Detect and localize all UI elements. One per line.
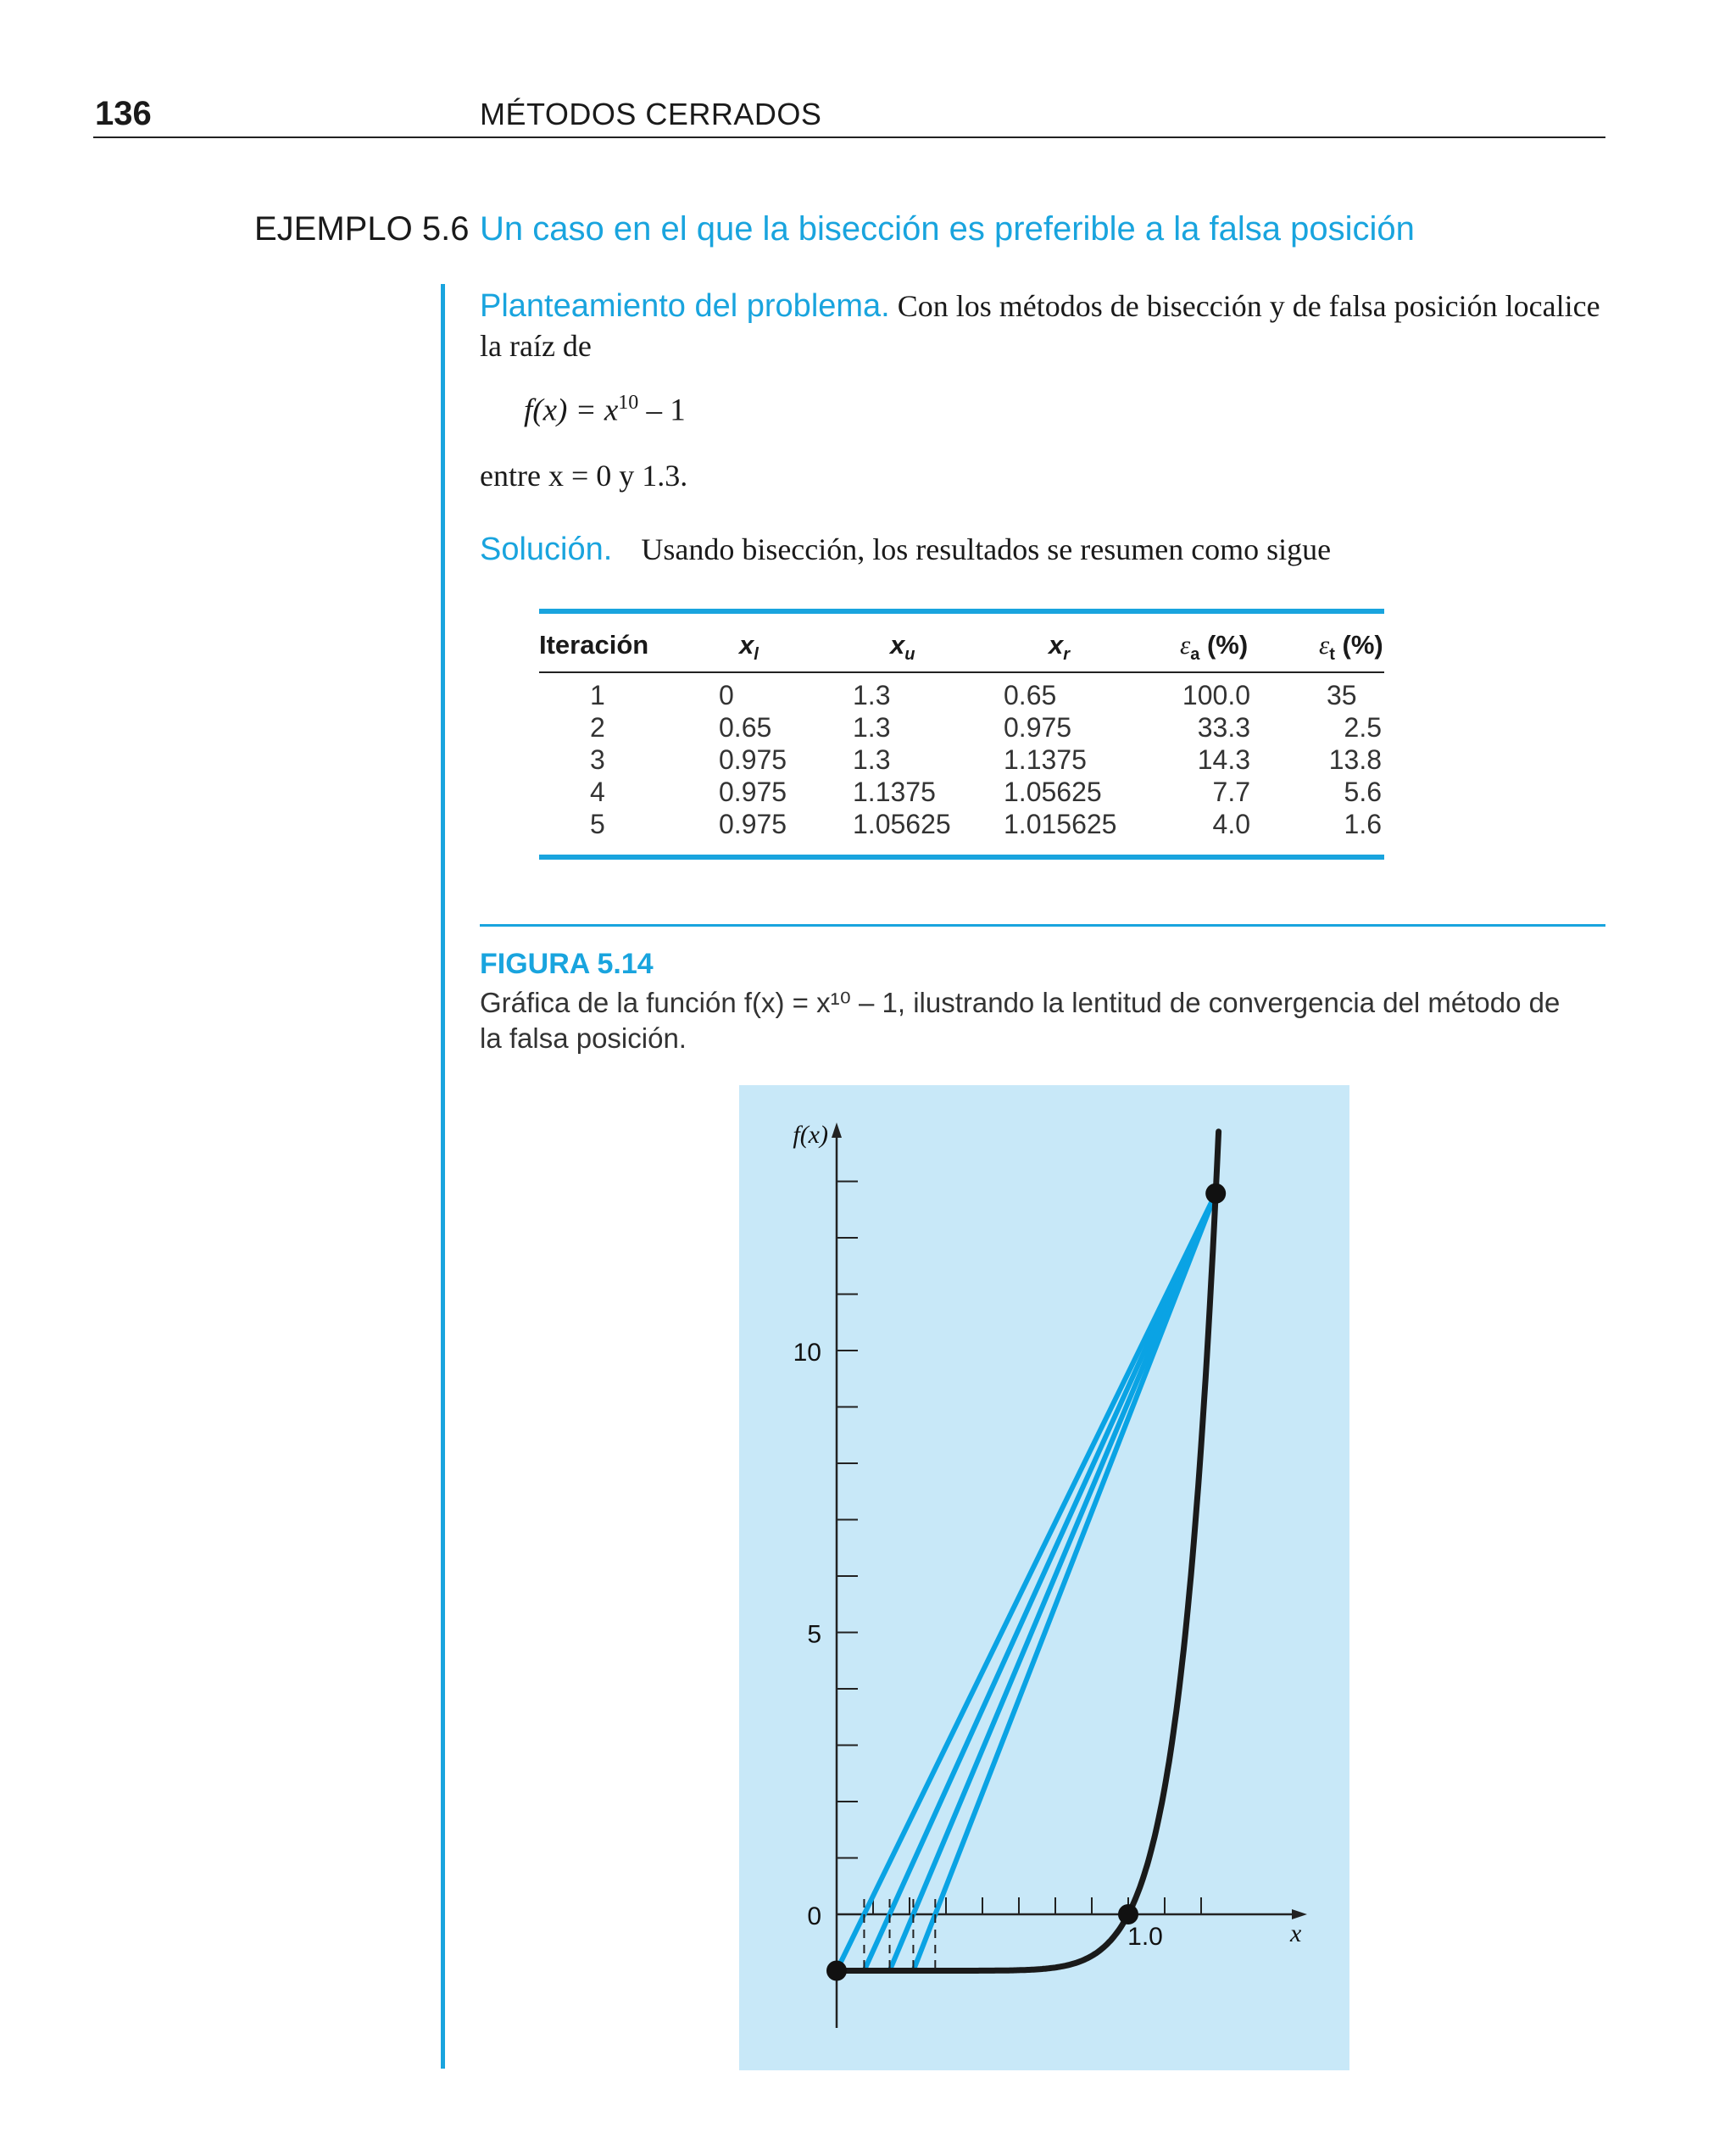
chart-panel [739,1085,1349,2070]
example-side-bar [441,284,445,2069]
formula-lhs: f(x) = x [524,393,619,428]
table-cell-et: 13.8 [1328,744,1382,775]
table-cell-ea: 14.3 [1197,744,1250,775]
table-cell-xu: 1.3 [853,744,891,775]
xr-subscript: r [1063,645,1071,665]
et-symbol: ε [1319,630,1330,660]
y-tick-label: 10 [793,1339,821,1367]
table-cell-et: 2.5 [1344,712,1382,743]
table-cell-xu: 1.3 [853,712,891,743]
figure-rule [480,924,1605,927]
table-cell-ea: 7.7 [1212,777,1250,807]
table-cell-iteration: 5 [590,809,605,839]
page-number: 136 [95,95,152,132]
example-number: EJEMPLO 5.6 [254,210,470,248]
table-header-rule [539,671,1384,673]
table-cell-xu: 1.05625 [853,809,951,839]
table-header-xr [1049,630,1070,665]
chart [739,1085,1349,2070]
xr-symbol: x [1049,630,1064,660]
table-cell-et: 1.6 [1344,809,1382,839]
data-point [1205,1184,1226,1204]
table-cell-xr: 0.975 [1004,712,1072,743]
xu-subscript: u [904,645,915,665]
table-header-et [1319,630,1383,665]
xl-symbol: x [739,630,754,660]
problem-statement [480,287,1603,366]
solution-text: Usando bisección, los resultados se resumen como sigue [641,532,1332,566]
secant-line [890,1194,1216,1971]
x-axis-arrow [1292,1909,1307,1919]
table-cell-et: 35 [1327,680,1357,710]
y-axis-label: f(x) [793,1121,828,1149]
table-cell-xl: 0.65 [719,712,772,743]
xl-subscript: l [754,645,759,665]
table-header-ea [1180,630,1248,665]
table-header-iteration: Iteración [539,630,649,660]
table-cell-xl: 0 [719,680,734,710]
xu-symbol: x [890,630,905,660]
table-cell-xr: 1.05625 [1004,777,1102,807]
range-text: entre x = 0 y 1.3. [480,459,688,493]
solution-lead: Solución. [480,532,613,567]
table-cell-ea: 33.3 [1197,712,1250,743]
table-cell-ea: 4.0 [1212,809,1250,839]
secant-line [913,1194,1216,1971]
table-header-xu [890,630,915,665]
secant-line [864,1194,1216,1971]
table-cell-xl: 0.975 [719,809,787,839]
problem-text: Con los métodos de bisección y de falsa posición localice la raíz de [480,289,1600,363]
formula [524,392,686,428]
x-tick-label: 1.0 [1127,1923,1163,1951]
table-top-rule [539,609,1384,614]
table-cell-xr: 0.65 [1004,680,1057,710]
table-cell-ea: 100.0 [1182,680,1250,710]
table-cell-iteration: 3 [590,744,605,775]
table-cell-xl: 0.975 [719,744,787,775]
table-cell-iteration: 2 [590,712,605,743]
ea-symbol: ε [1180,630,1191,660]
formula-rhs: – 1 [638,393,686,428]
table-cell-xu: 1.1375 [853,777,936,807]
table-cell-xr: 1.015625 [1004,809,1117,839]
data-point [826,1961,847,1981]
y-tick-label: 5 [807,1620,821,1649]
running-head: MÉTODOS CERRADOS [480,97,822,131]
table-cell-xr: 1.1375 [1004,744,1087,775]
table-cell-iteration: 4 [590,777,605,807]
table-header-xl [739,630,759,665]
ea-subscript: a [1190,645,1200,665]
formula-exp: 10 [618,392,639,414]
y-axis-arrow [832,1122,842,1138]
table-cell-xl: 0.975 [719,777,787,807]
ea-unit: (%) [1199,630,1249,660]
header-rule [93,136,1605,138]
example-title: Un caso en el que la bisección es preferible a la falsa posición [480,210,1415,248]
solution-paragraph [480,532,1331,568]
secant-line [837,1194,1216,1971]
et-unit: (%) [1334,630,1383,660]
figure-caption: Gráfica de la función f(x) = x¹⁰ – 1, ilustrando la lentitud de convergencia del método de la falsa posición. [480,987,1561,1054]
function-curve [837,1132,1219,1971]
y-tick-label: 0 [807,1902,821,1930]
table-cell-et: 5.6 [1344,777,1382,807]
et-subscript: t [1329,645,1335,665]
figure-label: FIGURA 5.14 [480,948,654,980]
x-axis-label: x [1290,1919,1302,1947]
table-cell-iteration: 1 [590,680,605,710]
data-point [1118,1904,1138,1924]
table-bottom-rule [539,855,1384,860]
problem-lead: Planteamiento del problema. [480,288,890,324]
table-cell-xu: 1.3 [853,680,891,710]
